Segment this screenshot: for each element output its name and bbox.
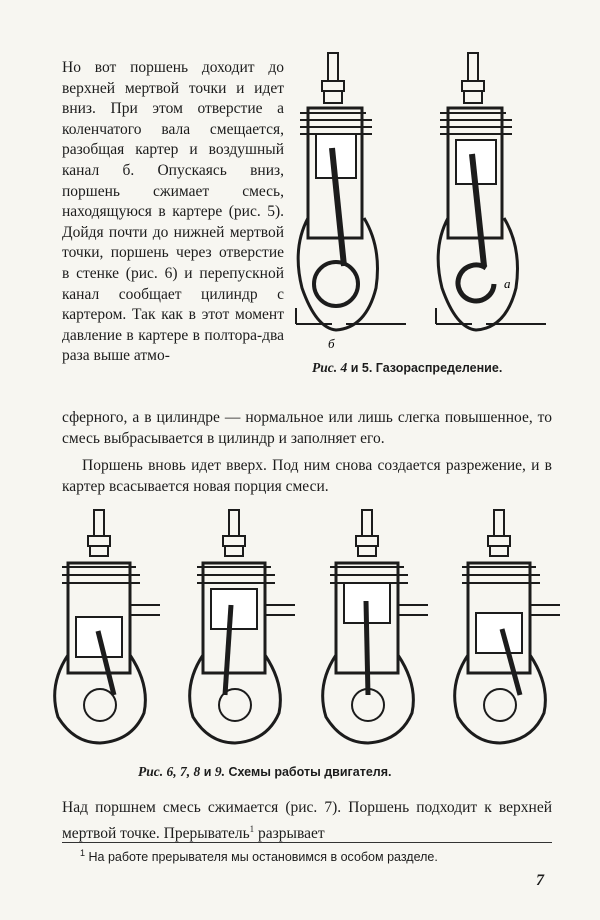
footnote bbox=[80, 848, 438, 864]
paragraph-3-text: Над поршнем смесь сжимается (рис. 7). Поршень подходит к верхней мертвой точке. Прерыватель bbox=[62, 799, 552, 842]
paragraph-1-wrap: Но вот поршень доходит до верхней мертвой точки и идет вниз. При этом отверстие а коленчатого вала смещается, разобщая картер и воздушный канал б. Опускаясь вниз, поршень сжимает смесь, находящуюся в картере (рис. 5). Дойдя почти до нижней мертвой точки, поршень через отверстие в стенке (рис. 6) и перепускной канал сообщает цилиндр с картером. Так как в этот момент давление в картере в полтора-два раза выше атмо- bbox=[62, 59, 284, 365]
page-number: 7 bbox=[536, 872, 544, 889]
caption-text: и 5. Газораспределение. bbox=[347, 361, 503, 375]
paragraph-3 bbox=[62, 798, 552, 844]
caption-prefix: Рис. 4 bbox=[312, 360, 348, 375]
caption-text-bottom: Схемы работы двигателя. bbox=[225, 765, 392, 779]
engine-diagram-4 bbox=[296, 53, 406, 330]
footnote-ref: 1 bbox=[249, 823, 255, 834]
engine-diagram-6 bbox=[55, 510, 160, 743]
figure-4-5 bbox=[286, 48, 546, 378]
figure-6-9-caption bbox=[138, 764, 391, 780]
engine-diagram-8 bbox=[323, 510, 428, 743]
engine-diagram-7 bbox=[190, 510, 295, 743]
paragraph-1-tail: сферного, а в цилиндре — нормальное или лишь слегка повышенное, то смесь выбрасывается в цилиндр и заполняет его. bbox=[62, 409, 552, 447]
label-b: б bbox=[328, 336, 335, 351]
paragraph-3-end: разрывает bbox=[254, 824, 325, 842]
engine-diagram-5 bbox=[436, 53, 546, 330]
label-a: а bbox=[504, 276, 511, 291]
footnote-mark: 1 bbox=[80, 848, 86, 858]
caption-mid-bottom: и bbox=[200, 765, 215, 779]
footnote-rule bbox=[62, 842, 552, 843]
caption-prefix-bottom: Рис. 6, 7, 8 bbox=[138, 764, 201, 779]
caption-num-bottom: 9. bbox=[214, 764, 226, 779]
figure-6-9 bbox=[40, 505, 560, 755]
paragraph-2: Поршень вновь идет вверх. Под ним снова создается разрежение, и в картер всасывается новая порция смеси. bbox=[62, 457, 552, 495]
figure-4-5-caption bbox=[312, 360, 502, 376]
footnote-text: На работе прерывателя мы остановимся в особом разделе. bbox=[85, 850, 438, 865]
engine-diagram-9 bbox=[455, 510, 560, 743]
